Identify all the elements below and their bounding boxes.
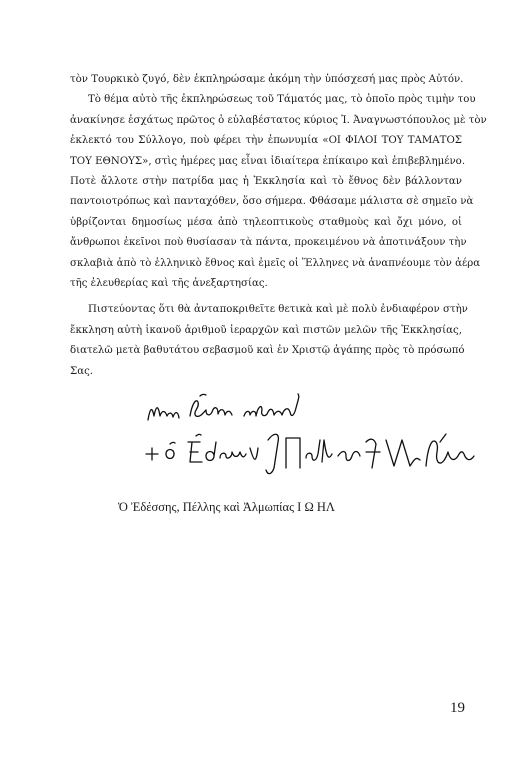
paragraph-3: [70, 300, 468, 382]
text-line: ΤΟΥ ΕΘΝΟΥΣ», στὶς ἡμέρες μας εἶναι ἰδιαίτερα ἐπίκαιρο καὶ ἐπιβεβλημένο.: [70, 155, 466, 167]
text-line: τὸν Τουρκικὸ ζυγό, δὲν ἐκπληρώσαμε ἀκόμη τὴν ὑπόσχεσή μας πρὸς Αὐτόν.: [70, 74, 464, 85]
text-line: Σας.: [70, 365, 94, 377]
text-line: ὑβρίζονται δημοσίως μέσα ἀπὸ τηλεοπτικοὺς σταθμοὺς καὶ ὄχι μόνο, οἱ: [70, 216, 462, 228]
page-number: 19: [450, 700, 465, 716]
paragraph-1: [70, 70, 462, 90]
signatory-name: Ὁ Ἐδέσσης, Πέλλης καὶ Ἀλμωπίας Ι Ω ΗΛ: [118, 500, 335, 514]
text-line: ἔκκληση αὐτὴ ἱκανοῦ ἀριθμοῦ ἱεραρχῶν καὶ πιστῶν μελῶν τῆς Ἐκκλησίας,: [70, 324, 462, 336]
text-line: παντοιοτρόπως καὶ πανταχόθεν, ὅσο σήμερα. Φθάσαμε μάλιστα σὲ σημεῖο νὰ: [70, 196, 474, 208]
paragraph-2: [70, 90, 487, 294]
text-line: ἄνθρωποι ἐκεῖνοι ποὺ θυσίασαν τὰ πάντα, προκειμένου νὰ ἀποτινάξουν τὴν: [70, 237, 467, 249]
text-line: διατελῶ μετὰ βαθυτάτου σεβασμοῦ καὶ ἐν Χριστῷ ἀγάπης πρὸς τὸ πρόσωπό: [70, 345, 465, 357]
text-line: τῆς ἐλευθερίας καὶ τῆς ἀνεξαρτησίας.: [70, 278, 268, 290]
text-line: ἐκλεκτό του Σύλλογο, ποὺ φέρει τὴν ἐπωνυμία «ΟΙ ΦΙΛΟΙ ΤΟΥ ΤΑΜΑΤΟΣ: [70, 135, 462, 147]
text-line: Πιστεύοντας ὅτι θὰ ἀνταποκριθεῖτε θετικὰ καὶ μὲ πολὺ ἐνδιαφέρον στὴν: [88, 304, 468, 316]
text-line: Τὸ θέμα αὐτὸ τῆς ἐκπληρώσεως τοῦ Τάματός μας, τὸ ὁποῖο πρὸς τιμὴν του: [88, 94, 476, 106]
handwritten-signature: [140, 382, 485, 482]
letter-body: [70, 70, 487, 382]
text-line: σκλαβιὰ ἀπὸ τὸ ἑλληνικὸ ἔθνος καὶ ἐμεῖς οἱ Ἕλληνες νὰ ἀναπνέουμε τὸν ἀέρα: [70, 257, 481, 269]
text-line: ἀνακίνησε ἐσχάτως πρῶτος ὁ εὐλαβέστατος κύριος Ἰ. Ἀναγνωστόπουλος μὲ τὸν: [70, 114, 487, 126]
text-line: Ποτὲ ἄλλοτε στὴν πατρίδα μας ἡ Ἐκκλησία καὶ τὸ ἔθνος δὲν βάλλονταν: [70, 176, 462, 188]
